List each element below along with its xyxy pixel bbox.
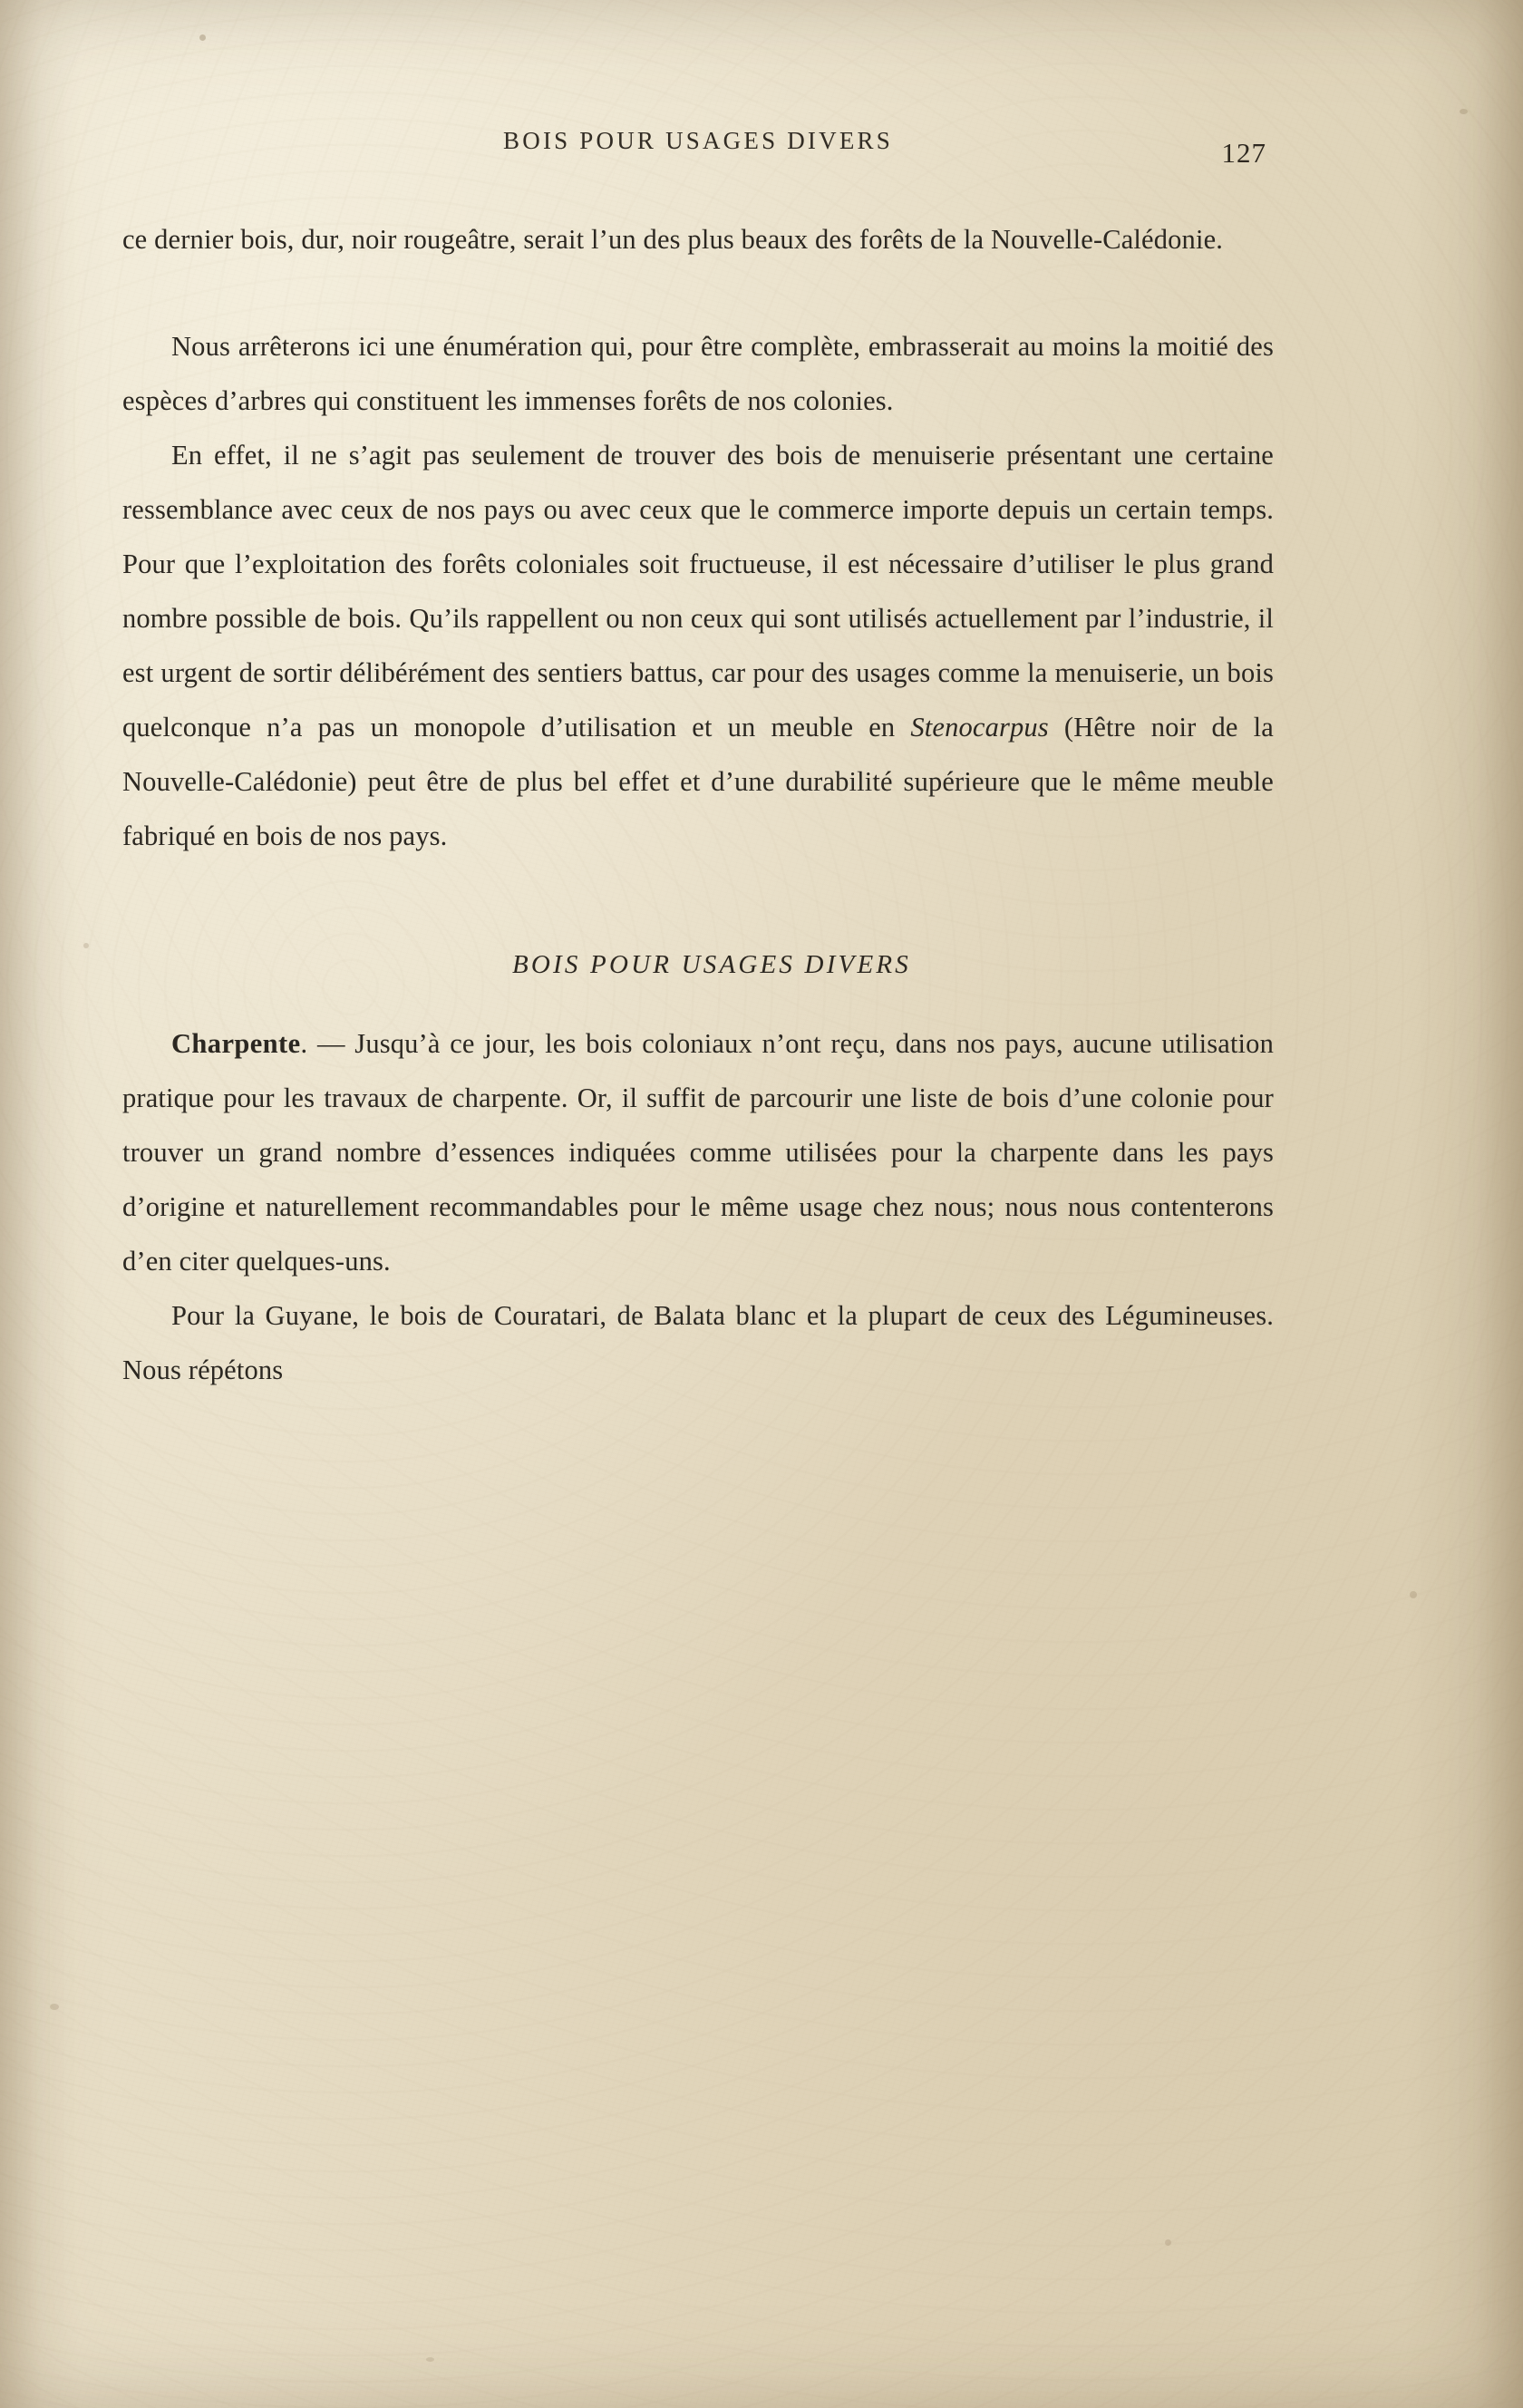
running-head-title: BOIS POUR USAGES DIVERS xyxy=(503,127,893,154)
paragraph-lead-dash: . — xyxy=(300,1028,355,1059)
section-heading: BOIS POUR USAGES DIVERS xyxy=(511,950,912,979)
paragraph-en-effet-part2: (Hêtre noir de la Nouvelle-Calédonie) peut être de plus bel effet et d’une durabilité supérieure que le même meuble fabriqué en bois de nos pays. xyxy=(122,712,1274,851)
foxing-spot xyxy=(1165,2239,1171,2246)
paragraph-en-effet xyxy=(122,428,1274,863)
page-text-block xyxy=(122,127,1274,1397)
page-gutter-shadow-right xyxy=(1405,0,1523,2408)
foxing-spot xyxy=(1410,1591,1417,1598)
running-head xyxy=(122,127,1274,169)
paragraph-charpente-text: Jusqu’à ce jour, les bois coloniaux n’ont reçu, dans nos pays, aucune utilisation pratique pour les travaux de charpente. Or, il suffit de parcourir une liste de bois d’une colonie pour trouver un grand nombre d’essences indiquées comme utilisées pour la charpente dans les pays d’origine et naturellement recommandables pour le même usage chez nous; nous nous contenterons d’en citer quelques-uns. xyxy=(122,1028,1274,1277)
page-number: 127 xyxy=(1221,137,1266,169)
paragraph-lead-charpente: Charpente xyxy=(171,1028,301,1059)
foxing-spot xyxy=(426,2357,434,2362)
foxing-spot xyxy=(83,943,89,948)
paragraph-guyane: Pour la Guyane, le bois de Couratari, de Balata blanc et la plupart de ceux des Légumineuses. Nous répétons xyxy=(122,1300,1274,1385)
foxing-spot xyxy=(50,2004,59,2010)
foxing-spot xyxy=(199,34,206,41)
paragraph-charpente xyxy=(122,1016,1274,1288)
species-name-stenocarpus: Stenocarpus xyxy=(910,712,1049,743)
foxing-spot xyxy=(1460,109,1468,114)
paragraph-continuation: ce dernier bois, dur, noir rougeâtre, serait l’un des plus beaux des forêts de la Nouvelle-Calédonie. xyxy=(122,224,1224,255)
paragraph-en-effet-part1: En effet, il ne s’agit pas seulement de trouver des bois de menuiserie présentant une certaine ressemblance avec ceux de nos pays ou avec ceux que le commerce importe depuis un certain temps. Pour que l’exploitation des forêts coloniales soit fructueuse, il est nécessaire d’utiliser le plus grand nombre possible de bois. Qu’ils rappellent ou non ceux qui sont utilisés actuellement par l’industrie, il est urgent de sortir délibérément des sentiers battus, car pour des usages comme la menuiserie, un bois quelconque n’a pas un monopole d’utilisation et un meuble en xyxy=(122,440,1274,743)
paragraph-enumeration: Nous arrêterons ici une énumération qui, pour être complète, embrasserait au moins la moitié des espèces d’arbres qui constituent les immenses forêts de nos colonies. xyxy=(122,331,1274,416)
page-gutter-shadow-left xyxy=(0,0,82,2408)
